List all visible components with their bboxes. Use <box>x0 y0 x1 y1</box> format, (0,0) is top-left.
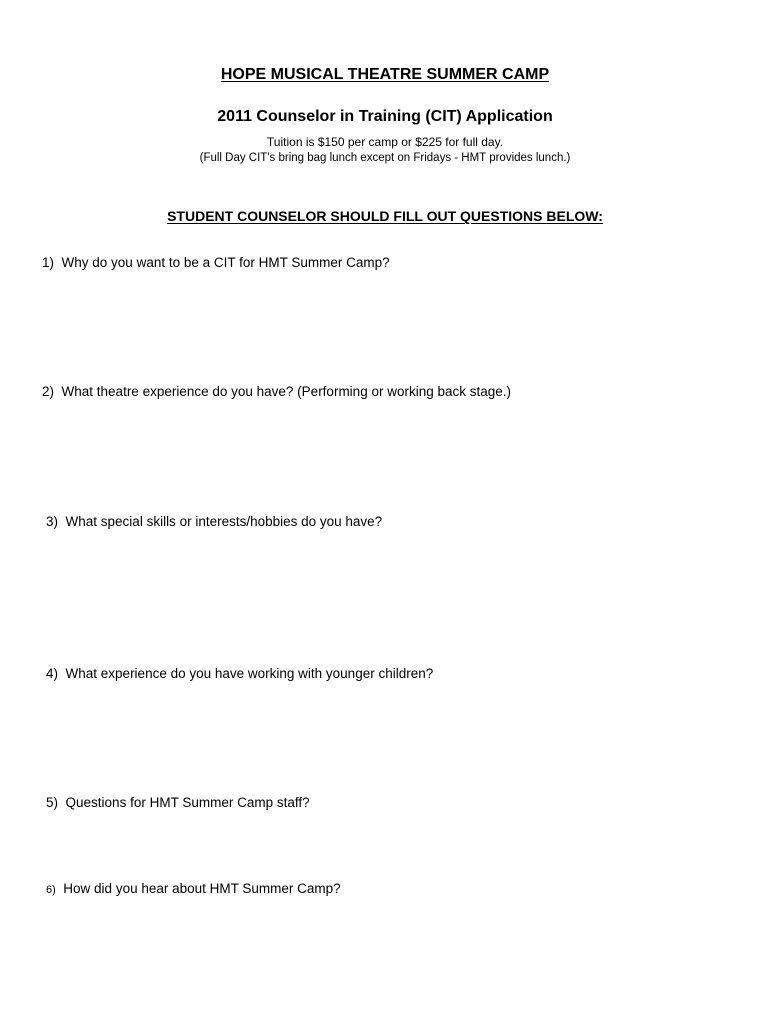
question-6 <box>46 882 341 896</box>
question-text: Questions for HMT Summer Camp staff? <box>65 795 310 810</box>
question-text: Why do you want to be a CIT for HMT Summer Camp? <box>61 255 390 270</box>
question-number: 4) <box>46 666 59 681</box>
question-text: What experience do you have working with younger children? <box>65 666 434 681</box>
question-number: 6) <box>46 884 56 896</box>
question-5 <box>46 796 310 810</box>
tuition-text: Tuition is $150 per camp or $225 for full day. <box>266 135 504 149</box>
question-text: What theatre experience do you have? (Performing or working back stage.) <box>61 384 512 399</box>
instruction-heading: STUDENT COUNSELOR SHOULD FILL OUT QUESTIONS BELOW: <box>167 208 603 224</box>
lunch-note: (Full Day CIT's bring bag lunch except on Fridays - HMT provides lunch.) <box>199 152 571 164</box>
question-number: 5) <box>46 795 59 810</box>
question-3 <box>46 515 382 529</box>
question-text: How did you hear about HMT Summer Camp? <box>63 881 341 896</box>
question-number: 2) <box>42 384 55 399</box>
application-title: 2011 Counselor in Training (CIT) Application <box>217 108 553 125</box>
camp-title: HOPE MUSICAL THEATRE SUMMER CAMP <box>220 66 550 83</box>
question-4 <box>46 667 433 681</box>
question-number: 1) <box>42 255 55 270</box>
question-text: What special skills or interests/hobbies do you have? <box>65 514 383 529</box>
question-1 <box>42 256 390 270</box>
question-number: 3) <box>46 514 59 529</box>
question-2 <box>42 385 511 399</box>
